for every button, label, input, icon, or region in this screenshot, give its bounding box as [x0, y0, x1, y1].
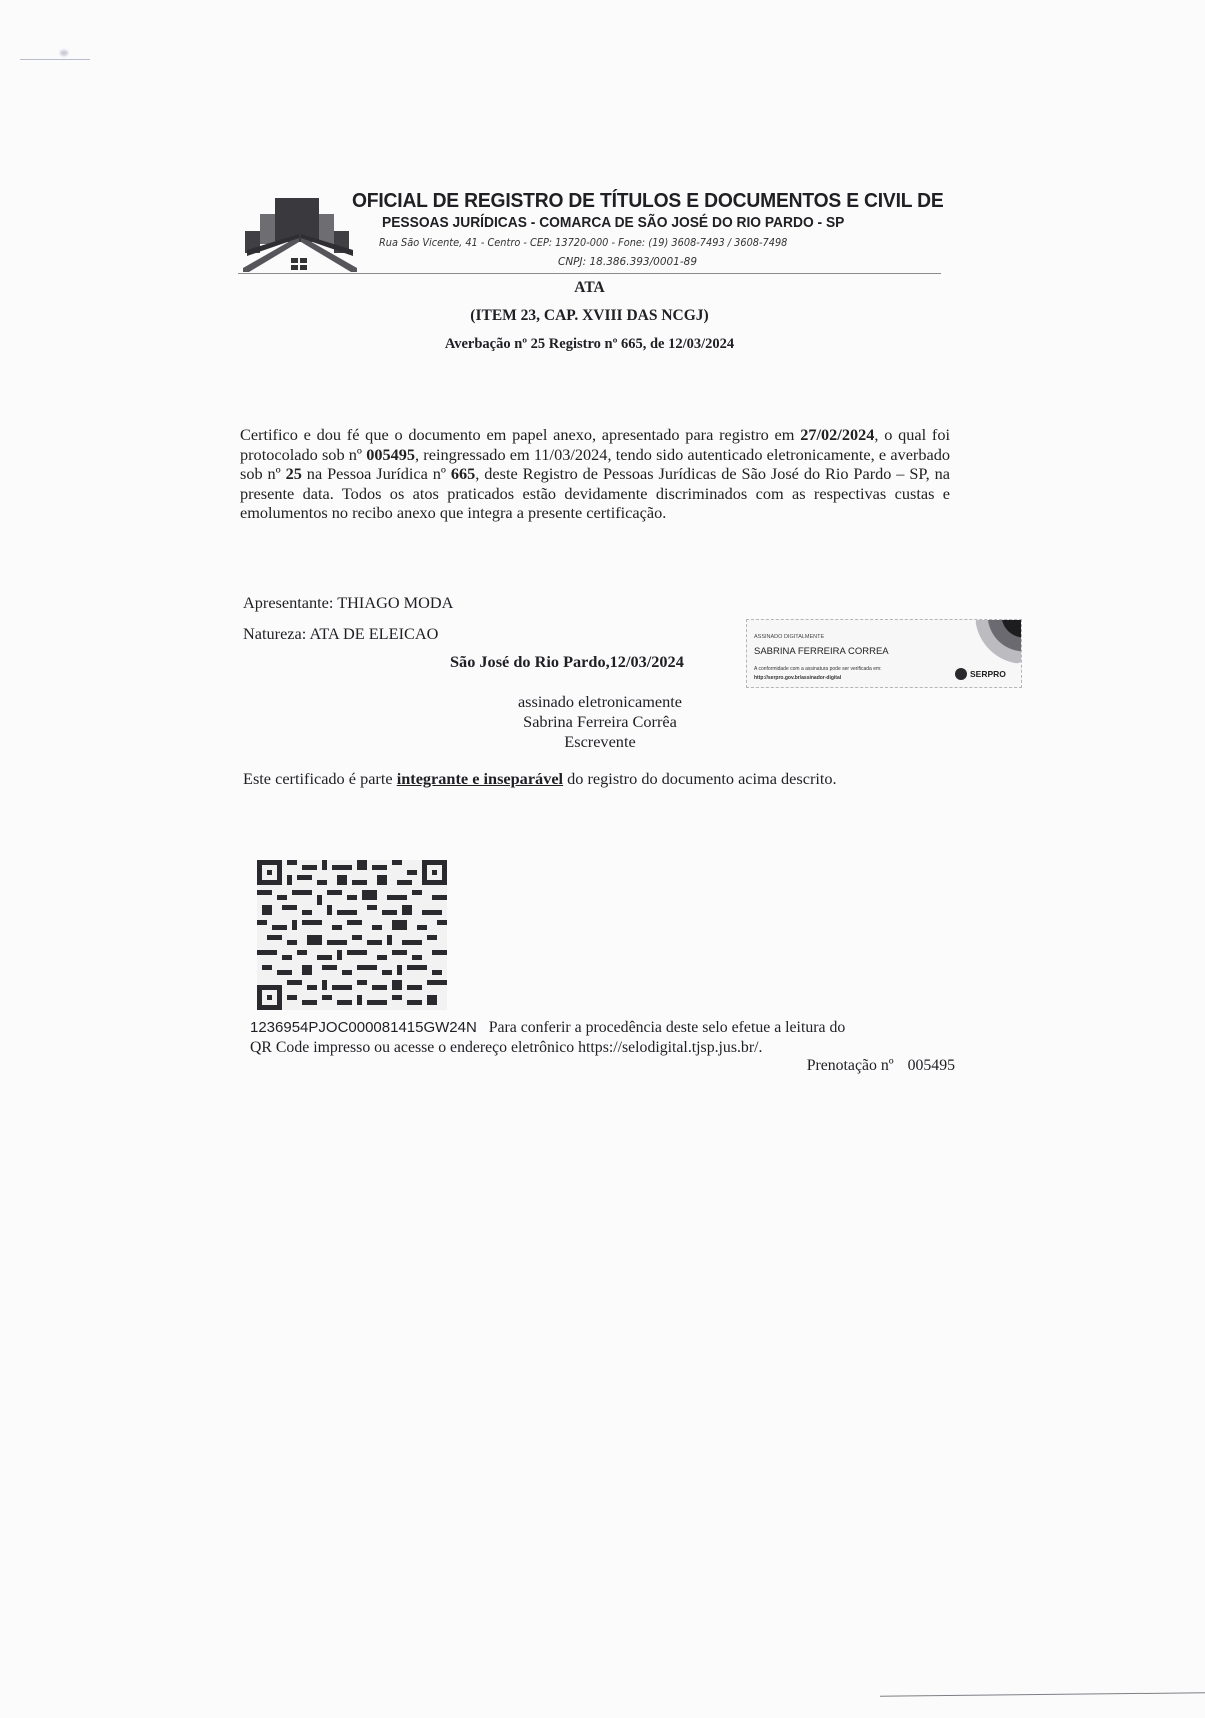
- registry-title: OFICIAL DE REGISTRO DE TÍTULOS E DOCUMENTOS E CIVIL DE: [352, 189, 944, 212]
- protocol-number: 005495: [366, 444, 416, 464]
- scan-edge-line: [880, 1692, 1205, 1696]
- serpro-label: SERPRO: [970, 669, 1006, 679]
- body-text: na Pessoa Jurídica nº: [301, 464, 451, 484]
- serpro-logo: [955, 668, 1006, 680]
- signature-note: A conformidade com a assinatura pode ser verificada em:: [754, 666, 882, 672]
- body-text: , reingressado em 11/03/2024, tendo sido autenticado eletronicamente, e averbado sob nº: [240, 444, 950, 484]
- document-reference: (ITEM 23, CAP. XVIII DAS NCGJ): [470, 307, 709, 324]
- averbacao-number: 25: [285, 464, 302, 484]
- signature-verify-link[interactable]: http://serpro.gov.br/assinador-digital: [754, 675, 842, 681]
- prenotacao: [807, 1057, 955, 1075]
- serpro-icon: [955, 668, 967, 680]
- prenotacao-label: Prenotação nº: [806, 1057, 894, 1074]
- body-text: , o qual foi protocolado sob nº: [240, 425, 950, 464]
- place-date: São José do Rio Pardo,12/03/2024: [450, 652, 684, 671]
- selo-verify-address: QR Code impresso ou acesse o endereço eletrônico https://selodigital.tjsp.jus.br/.: [250, 1038, 763, 1056]
- registry-cnpj: CNPJ: 18.386.393/0001-89: [558, 256, 698, 268]
- body-text: , deste Registro de Pessoas Jurídicas de São José do Rio Pardo – SP, na presente data. Todos os atos praticados estão devidamente discriminados com as respectivas custas e emolumentos no recibo anexo que integra a presente certificação.: [240, 464, 950, 523]
- pj-number: 665: [450, 464, 476, 484]
- signature-name: SABRINA FERREIRA CORREA: [754, 646, 889, 657]
- header-divider: [238, 273, 941, 274]
- signature-arc-graphic: [975, 619, 1022, 664]
- cert-text: Este certificado é parte: [243, 769, 397, 788]
- signer-name: Sabrina Ferreira Corrêa: [523, 712, 677, 731]
- signature-tag: ASSINADO DIGITALMENTE: [754, 634, 825, 640]
- scan-artifact: [8, 50, 88, 62]
- averbacao-line: Averbação nº 25 Registro nº 665, de 12/03/2024: [444, 336, 735, 352]
- selo-instruction: Para conferir a procedência deste selo efetue a leitura do: [488, 1019, 846, 1036]
- registry-address: Rua São Vicente, 41 - Centro - CEP: 13720-000 - Fone: (19) 3608-7493 / 3608-7498: [379, 237, 788, 249]
- body-text: Certifico e dou fé que o documento em papel anexo, apresentado para registro em: [240, 425, 801, 444]
- signer-status: assinado eletronicamente: [517, 692, 683, 711]
- apresentante: Apresentante: THIAGO MODA: [243, 593, 454, 612]
- natureza: Natureza: ATA DE ELEICAO: [243, 624, 439, 643]
- digital-signature-stamp: [746, 619, 1022, 688]
- building-house-logo-icon: [243, 198, 357, 272]
- selo-digital-text: [250, 1018, 955, 1057]
- date-presented: 27/02/2024: [800, 425, 875, 444]
- prenotacao-number: 005495: [907, 1057, 955, 1074]
- qr-code-icon[interactable]: [257, 860, 447, 1010]
- registry-subtitle: PESSOAS JURÍDICAS - COMARCA DE SÃO JOSÉ DO RIO PARDO - SP: [382, 214, 845, 231]
- cert-emphasis: integrante e inseparável: [396, 769, 564, 788]
- document-type: ATA: [574, 279, 605, 296]
- certification-paragraph: [240, 425, 950, 523]
- certificate-statement: [243, 769, 951, 789]
- cert-text: do registro do documento acima descrito.: [563, 769, 837, 788]
- selo-code: 1236954PJOC000081415GW24N: [250, 1019, 477, 1036]
- signer-role: Escrevente: [564, 732, 636, 751]
